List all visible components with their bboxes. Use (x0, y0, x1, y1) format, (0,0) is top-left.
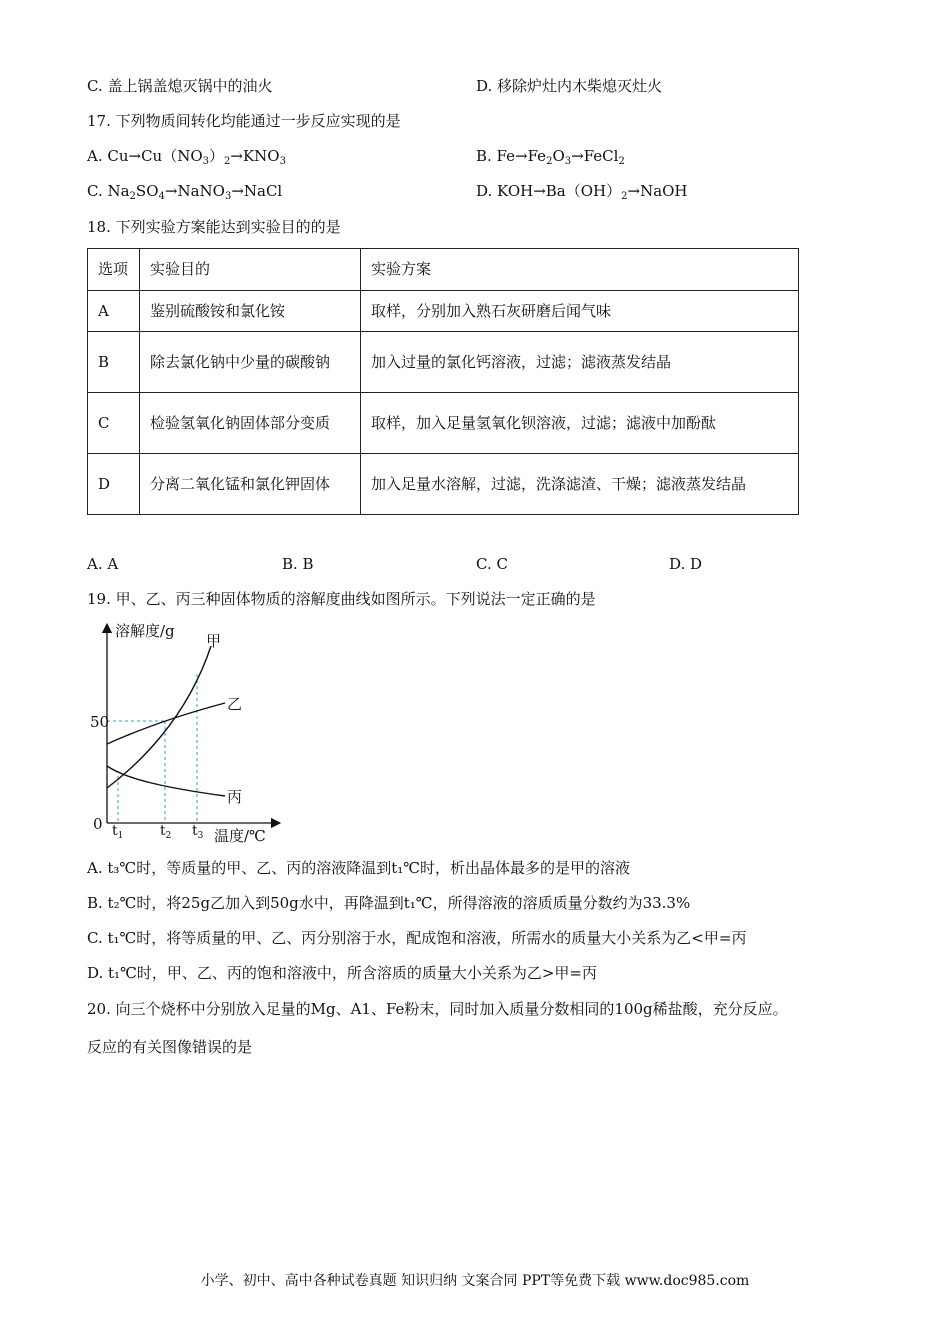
table-row (88, 454, 799, 515)
row-plan: 加入过量的氯化钙溶液，过滤；滤液蒸发结晶 (361, 332, 799, 393)
table-row (88, 393, 799, 454)
curve-label-yi: 乙 (227, 695, 243, 713)
q19-option-b: B. t₂℃时，将25g乙加入到50g水中，再降温到t₁℃，所得溶液的溶质质量分数约为33.3% (87, 894, 691, 912)
curve-label-jia: 甲 (206, 632, 222, 650)
curve-yi (107, 703, 225, 744)
row-goal: 除去氯化钠中少量的碳酸钠 (140, 332, 361, 393)
q20-stem-line2: 反应的有关图像错误的是 (87, 1038, 253, 1056)
x-tick-t3: $t_3$ (192, 823, 204, 841)
row-option: A (88, 291, 140, 332)
y-tick-50: 50 (90, 713, 110, 731)
q17-stem: 17. 下列物质间转化均能通过一步反应实现的是 (87, 112, 401, 130)
q16-option-d: D. 移除炉灶内木柴熄灭灶火 (476, 77, 663, 95)
y-axis-label: 溶解度/g (115, 622, 175, 640)
q19-stem: 19. 甲、乙、丙三种固体物质的溶解度曲线如图所示。下列说法一定正确的是 (87, 590, 596, 608)
table-row (88, 291, 799, 332)
row-option: D (88, 454, 140, 515)
table-row (88, 332, 799, 393)
q16-option-c: C. 盖上锅盖熄灭锅中的油火 (87, 77, 273, 95)
row-option: C (88, 393, 140, 454)
q20-stem-line1: 20. 向三个烧杯中分别放入足量的Mg、A1、Fe粉末，同时加入质量分数相同的100g稀盐酸，充分反应。 (87, 1000, 788, 1018)
row-goal: 分离二氧化锰和氯化钾固体 (140, 454, 361, 515)
curve-label-bing: 丙 (227, 788, 243, 806)
q19-option-c: C. t₁℃时，将等质量的甲、乙、丙分别溶于水，配成饱和溶液，所需水的质量大小关系为乙<甲=丙 (87, 929, 747, 947)
q18-answer-b: B. B (282, 555, 314, 573)
row-option: B (88, 332, 140, 393)
q18-stem: 18. 下列实验方案能达到实验目的的是 (87, 218, 341, 236)
q18-answer-d: D. D (669, 555, 703, 573)
header-plan: 实验方案 (361, 249, 799, 291)
q17-option-c: C. $Na_2SO_4\to NaNO_3\to NaCl$ (87, 182, 283, 202)
curve-bing (107, 766, 225, 796)
q19-option-d: D. t₁℃时，甲、乙、丙的饱和溶液中，所含溶质的质量大小关系为乙>甲=丙 (87, 964, 597, 982)
guide-lines (107, 674, 197, 823)
q17-option-b: B. $Fe\to Fe_2O_3\to FeCl_2$ (476, 147, 625, 167)
row-goal: 鉴别硫酸铵和氯化铵 (140, 291, 361, 332)
q18-answer-a: A. A (87, 555, 119, 573)
q19-option-a: A. t₃℃时，等质量的甲、乙、丙的溶液降温到t₁℃时，析出晶体最多的是甲的溶液 (87, 859, 631, 877)
x-axis-label: 温度/℃ (214, 827, 266, 845)
page-footer: 小学、初中、高中各种试卷真题 知识归纳 文案合同 PPT等免费下载 www.doc985.com (200, 1273, 750, 1289)
origin-label: 0 (93, 815, 103, 833)
row-goal: 检验氢氧化钠固体部分变质 (140, 393, 361, 454)
header-option: 选项 (88, 249, 140, 291)
q17-option-a: A. $Cu\to Cu(NO_3)_2\to KNO_3$ (87, 147, 286, 167)
table-header-row (88, 249, 799, 291)
row-plan: 取样，分别加入熟石灰研磨后闻气味 (361, 291, 799, 332)
x-tick-t1: $t_1$ (112, 823, 124, 841)
curve-jia (107, 646, 211, 788)
experiment-table (87, 248, 799, 515)
header-goal: 实验目的 (140, 249, 361, 291)
row-plan: 加入足量水溶解，过滤，洗涤滤渣、干燥；滤液蒸发结晶 (361, 454, 799, 515)
row-plan: 取样，加入足量氢氧化钡溶液，过滤；滤液中加酚酞 (361, 393, 799, 454)
q17-option-d: D. $KOH\to Ba(OH)_2\to NaOH$ (476, 182, 688, 202)
q18-answer-c: C. C (476, 555, 508, 573)
x-tick-t2: $t_2$ (160, 823, 172, 841)
solubility-curve-graph (86, 616, 286, 848)
